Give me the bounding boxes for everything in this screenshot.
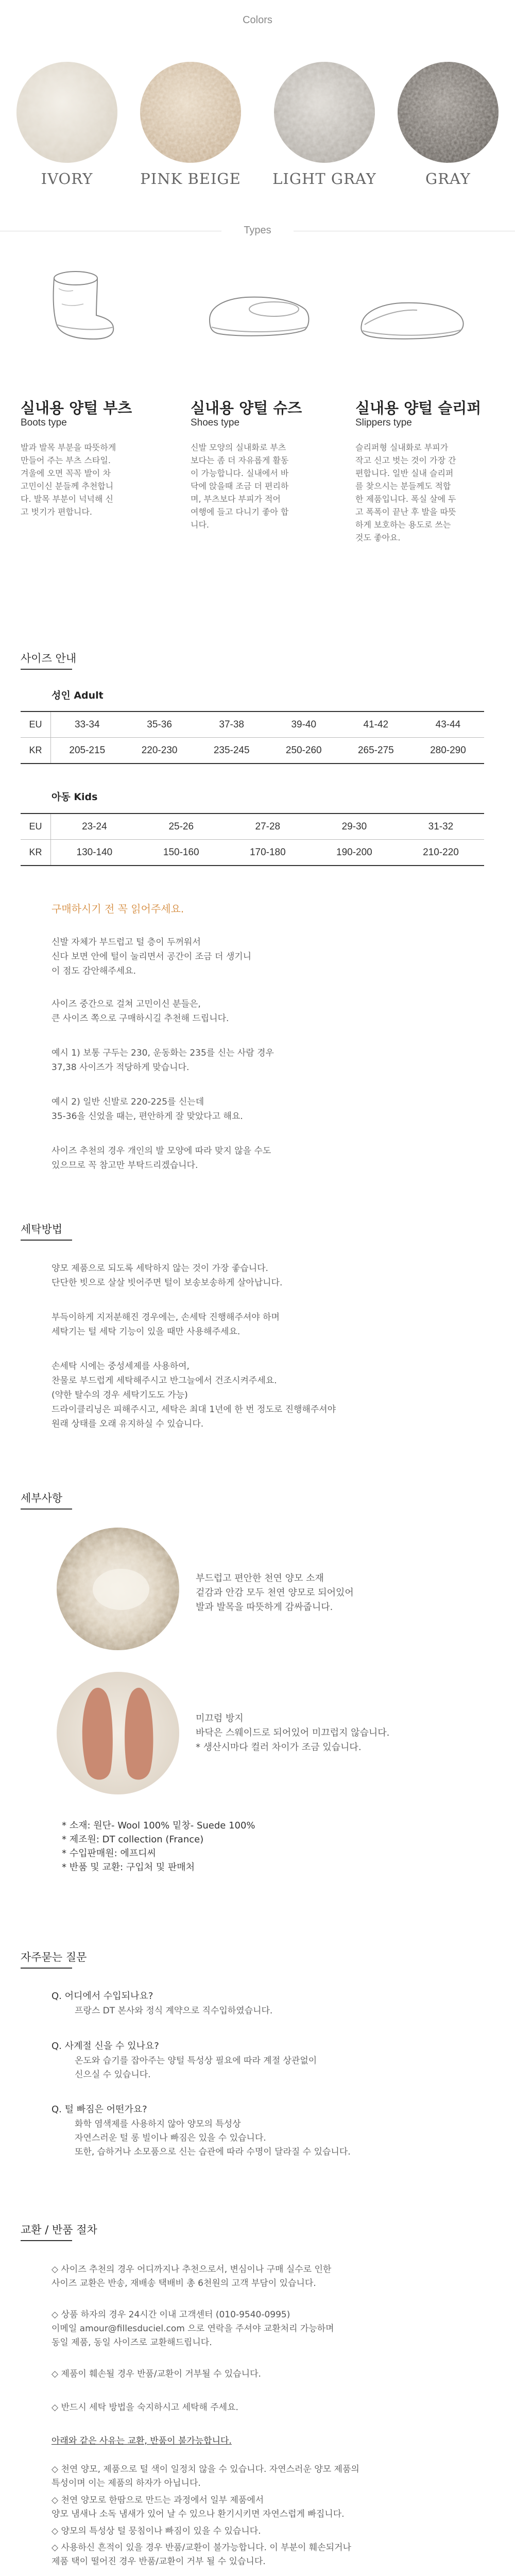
spec-list: * 소재: 원단- Wool 100% 밑창- Suede 100% * 제조원: DT collection (France) * 수입판매원: 에프디씨 * 반품 및 교환: 구입처 및 판매처: [62, 1820, 255, 1873]
swatch-light-gray: [274, 62, 375, 163]
exchange-item: ◇ 상품 하자의 경우 24시간 이내 고객센터 (010-9540-0995) 이메일 amour@fillesduciel.com 으로 연락을 주셔야 교환처리 가능하며 동일 제품, 동일 사이즈로 교환해드립니다.: [52, 2310, 334, 2348]
swatch-gray: [398, 62, 499, 163]
table-row: EU 23-24 25-26 27-28 29-30 31-32: [21, 814, 484, 840]
faq-question: Q. 털 빠짐은 어떤가요?: [52, 2104, 147, 2115]
type-desc-shoes: 신발 모양의 실내화로 부츠 보다는 좀 더 자유롭게 활동 이 가능합니다. 실내에서 바 닥에 앉을때 조금 더 편리하 며, 부츠보다 부피가 적어 여행에 들고 다니기 좋아 합 니다.: [191, 443, 289, 530]
wash-para-3: 손세탁 시에는 중성세제를 사용하여, 찬물로 부드럽게 세탁해주시고 반그늘에서 건조시켜주세요. (약한 탈수의 경우 세탁기도도 가능) 드라이클리닝은 피해주시고, 세탁은 최대 1년에 한 번 정도로 진행해주셔야 원래 상태를 오래 유지하실 수 있습니다.: [52, 1361, 336, 1429]
exchange-heading: 교환 / 반품 절차: [21, 2224, 97, 2236]
table-row: KR 130-140 150-160 170-180 190-200 210-220: [21, 840, 484, 866]
faq-question: Q. 사계절 신을 수 있나요?: [52, 2041, 159, 2052]
adult-label: 성인 Adult: [52, 690, 104, 701]
exchange-warning-item: ◇ 천연 양모로 한땀으로 만드는 과정에서 일부 제품에서 양모 냄새나 소독 냄새가 있어 날 수 있으나 환기시키면 자연스럽게 빠집니다.: [52, 2495, 345, 2519]
exchange-item: ◇ 제품이 훼손될 경우 반품/교환이 거부될 수 있습니다.: [52, 2369, 261, 2379]
swatch-label-ivory: IVORY: [41, 170, 93, 188]
wash-heading: 세탁방법: [21, 1223, 63, 1235]
size-para-5: 사이즈 추천의 경우 개인의 발 모양에 따라 맞지 않을 수도 있으므로 꼭 참고만 부탁드리겠습니다.: [52, 1146, 271, 1171]
exchange-warning-item: ◇ 사용하신 흔적이 있을 경우 반품/교환이 불가능합니다. 이 부분이 훼손되거나 제품 택이 떨어진 경우 반품/교환이 거부 될 수 있습니다.: [52, 2543, 351, 2567]
detail-heading: 세부사항: [21, 1492, 63, 1504]
boot-illustration: [47, 268, 119, 347]
slipper-illustration: [355, 289, 469, 347]
faq-question: Q. 어디에서 수입되나요?: [52, 1991, 153, 2002]
wash-para-2: 부득이하게 지저분해진 경우에는, 손세탁 진행해주셔야 하며 세탁기는 털 세탁 기능이 있을 때만 사용해주세요.: [52, 1312, 280, 1337]
divider: [21, 1968, 72, 1969]
type-desc-boots: 발과 발목 부분을 따뜻하게 만들어 주는 부츠 스타일. 겨울에 오면 꼭꼭 발이 차 고민이신 분들께 추천합니 다. 발목 부분이 넉넉해 신 고 벗기가 편합니다.: [21, 443, 116, 517]
swatch-ivory: [16, 62, 117, 163]
exchange-item: ◇ 사이즈 추천의 경우 어디까지나 추천으로서, 변심이나 구매 실수로 인한 사이즈 교환은 반송, 재배송 택배비 총 6천원의 고객 부담이 있습니다.: [52, 2264, 332, 2289]
swatch-label-light-gray: LIGHT GRAY: [272, 170, 376, 188]
table-row: KR 205-215 220-230 235-245 250-260 265-275 280-290: [21, 738, 484, 764]
type-subtitle-boots: Boots type: [21, 417, 67, 428]
type-title-boots: 실내용 양털 부츠: [21, 399, 132, 417]
exchange-warning-item: ◇ 양모의 특성상 털 뭉침이나 빠짐이 있을 수 있습니다.: [52, 2526, 261, 2536]
sole-detail-text: 미끄럼 방지 바닥은 스웨이드로 되어있어 미끄럽지 않습니다. * 생산시마다 컬러 차이가 조금 있습니다.: [196, 1713, 390, 1753]
size-para-3: 예시 1) 보통 구두는 230, 운동화는 235를 신는 사람 경우 37,38 사이즈가 적당하게 맞습니다.: [52, 1048, 274, 1073]
faq-answer: 프랑스 DT 본사와 정식 계약으로 직수입하였습니다.: [75, 2006, 273, 2016]
size-para-1: 신발 자체가 부드럽고 털 층이 두꺼워서 신다 보면 안에 털이 눌리면서 공간이 조금 더 생기니 이 점도 감안해주세요.: [52, 937, 252, 976]
exchange-item: ◇ 반드시 세탁 방법을 숙지하시고 세탁해 주세요.: [52, 2402, 238, 2413]
type-desc-slippers: 슬리퍼형 실내화로 부피가 작고 신고 벗는 것이 가장 간 편합니다. 일반 실내 슬리퍼 를 찾으시는 분들께도 적합 한 제품입니다. 폭실 살에 두 고 폭폭이 끝난 후 발을 따뜻 하게 보호하는 용도로 쓰는 것도 좋아요.: [355, 443, 456, 543]
size-notice: 구매하시기 전 꼭 읽어주세요.: [52, 903, 184, 915]
wool-detail-text: 부드럽고 편안한 천연 양모 소재 겉감과 안감 모두 천연 양모로 되어있어 발과 발목을 따뜻하게 감싸줍니다.: [196, 1573, 354, 1613]
type-title-shoes: 실내용 양털 슈즈: [191, 399, 302, 417]
faq-heading: 자주묻는 질문: [21, 1951, 87, 1963]
faq-answer: 화학 염색제를 사용하지 않아 양모의 특성상 자연스러운 털 롱 빌이나 빠짐은 있을 수 있습니다. 또한, 습하거나 소모품으로 신는 습관에 따라 수명이 달라질 수 있습니다.: [75, 2119, 351, 2157]
size-para-2: 사이즈 중간으로 걸쳐 고민이신 분들은, 큰 사이즈 쪽으로 구매하시길 추천해 드립니다.: [52, 999, 229, 1024]
faq-answer: 온도와 습기를 잡아주는 양털 특성상 필요에 따라 계절 상관없이 신으실 수 있습니다.: [75, 2056, 317, 2080]
swatch-pink-beige: [140, 62, 241, 163]
table-row: EU 33-34 35-36 37-38 39-40 41-42 43-44: [21, 711, 484, 738]
colors-heading: Colors: [243, 14, 272, 26]
sole-detail-image: [57, 1672, 179, 1794]
wool-detail-image: [57, 1528, 179, 1650]
exchange-warning-heading: 아래와 같은 사유는 교환, 반품이 불가능합니다.: [52, 2436, 232, 2446]
divider: [21, 1240, 72, 1241]
type-subtitle-slippers: Slippers type: [355, 417, 412, 428]
wash-para-1: 양모 제품으로 되도록 세탁하지 않는 것이 가장 좋습니다. 단단한 빗으로 살살 빗어주면 털이 보송보송하게 살아납니다.: [52, 1263, 283, 1288]
swatch-label-gray: GRAY: [425, 170, 471, 188]
kids-size-table: [21, 813, 484, 866]
types-heading: Types: [244, 225, 271, 236]
type-subtitle-shoes: Shoes type: [191, 417, 240, 428]
exchange-warning-item: ◇ 천연 양모, 제품으로 털 색이 일정치 않을 수 있습니다. 자연스러운 양모 제품의 특성이며 이는 제품의 하자가 아닙니다.: [52, 2464, 359, 2488]
swatch-label-pink-beige: PINK BEIGE: [140, 170, 241, 188]
divider: [21, 2240, 72, 2241]
shoe-illustration: [204, 286, 313, 345]
size-para-4: 예시 2) 일반 신발로 220-225를 신는데 35-36을 신었을 때는, 편안하게 잘 맞았다고 해요.: [52, 1097, 243, 1122]
kids-label: 아동 Kids: [52, 791, 98, 803]
size-heading: 사이즈 안내: [21, 652, 77, 665]
type-title-slippers: 실내용 양털 슬리퍼: [355, 399, 482, 417]
adult-size-table: [21, 711, 484, 764]
divider: [21, 669, 72, 670]
divider: [21, 1509, 72, 1510]
